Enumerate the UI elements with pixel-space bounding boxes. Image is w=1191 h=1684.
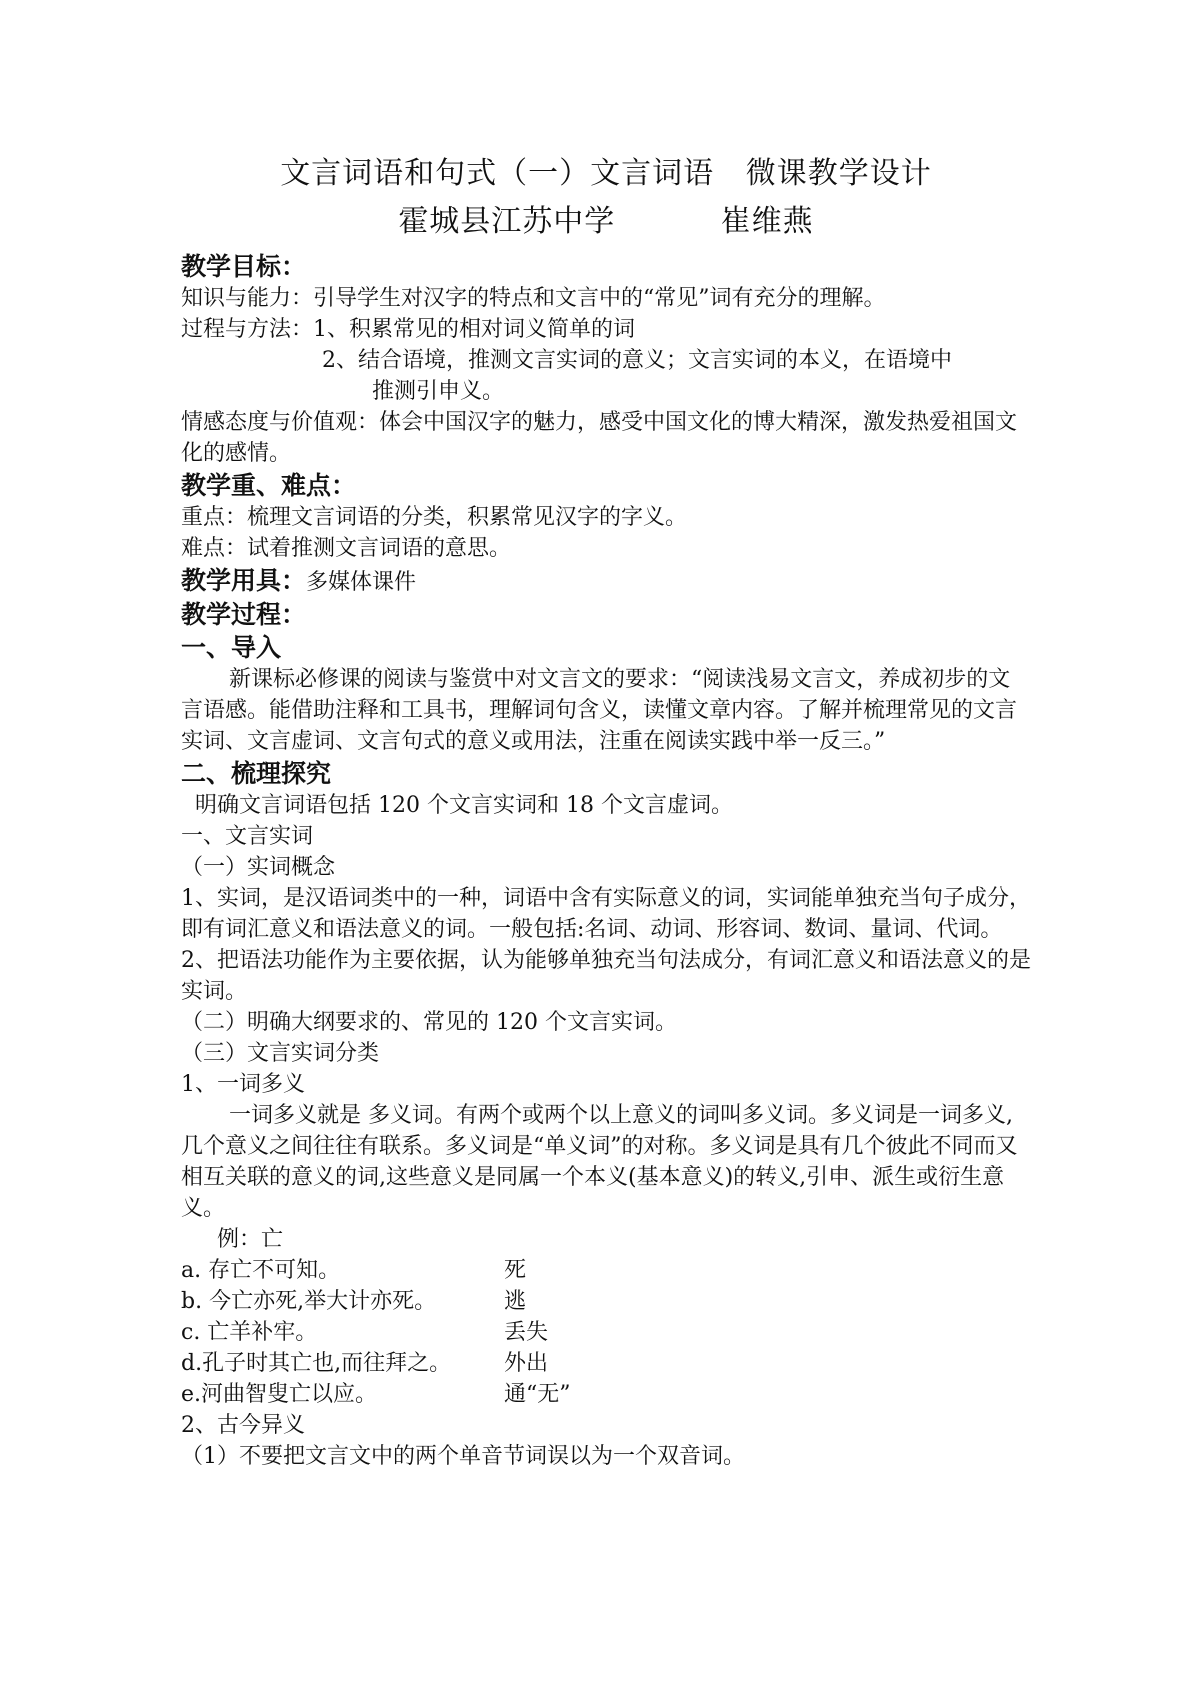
goal-process-2b: 推测引申义。 bbox=[372, 379, 505, 404]
example-sentence: b. 今亡亦死,举大计亦死。 bbox=[181, 1289, 437, 1314]
explore-heading: 二、梳理探究 bbox=[181, 759, 332, 788]
explore-summary: 明确文言词语包括 120 个文言实词和 18 个文言虚词。 bbox=[195, 793, 733, 818]
example-meaning: 死 bbox=[504, 1258, 527, 1283]
goal-process-2: 2、结合语境，推测文言实词的意义；文言实词的本义，在语境中 bbox=[322, 348, 952, 373]
process-heading: 教学过程： bbox=[181, 600, 307, 629]
example-meaning: 丢失 bbox=[504, 1320, 549, 1345]
example-sentence: a. 存亡不可知。 bbox=[181, 1258, 341, 1283]
keypoints-heading: 教学重、难点： bbox=[181, 471, 357, 500]
subsection-concept: （一）实词概念 bbox=[181, 855, 336, 880]
definition-1: 1、实词，是汉语词类中的一种，词语中含有实际意义的词，实词能单独充当句子成分，即有词汇意义和语法意义的词。一般包括:名词、动词、形容词、数词、量词、代词。 bbox=[181, 886, 1031, 942]
intro-text: 新课标必修课的阅读与鉴赏中对文言文的要求：“阅读浅易文言文，养成初步的文言语感。能借助注释和工具书，理解词句含义，读懂文章内容。了解并梳理常见的文言实词、文言虚词、文言句式的意义或用法，注重在阅读实践中举一反三。” bbox=[181, 667, 1018, 754]
tools-heading: 教学用具： bbox=[181, 566, 307, 595]
subsection-classification: （三）文言实词分类 bbox=[181, 1041, 380, 1066]
goal-emotion: 情感态度与价值观：体会中国汉字的魅力，感受中国文化的博大精深，激发热爱祖国文化的感情。 bbox=[181, 410, 1018, 466]
document-body bbox=[181, 150, 1031, 1472]
document-title: 文言词语和句式（一）文言词语 微课教学设计 bbox=[280, 156, 932, 191]
tools-line bbox=[181, 564, 1031, 598]
example-row bbox=[181, 1255, 1031, 1286]
goal-knowledge: 知识与能力：引导学生对汉字的特点和文言中的“常见”词有充分的理解。 bbox=[181, 286, 886, 311]
definition-2: 2、把语法功能作为主要依据，认为能够单独充当句法成分，有词汇意义和语法意义的是实词。 bbox=[181, 948, 1031, 1004]
polysemy-heading: 1、一词多义 bbox=[181, 1072, 305, 1097]
example-meaning: 逃 bbox=[504, 1289, 527, 1314]
subsection-syllabus: （二）明确大纲要求的、常见的 120 个文言实词。 bbox=[181, 1010, 677, 1035]
example-title: 例：亡 bbox=[217, 1227, 284, 1252]
goals-heading: 教学目标： bbox=[181, 252, 307, 281]
keypoint-difficult: 难点：试着推测文言词语的意思。 bbox=[181, 536, 512, 561]
example-row bbox=[181, 1286, 1031, 1317]
example-sentence: e.河曲智叟亡以应。 bbox=[181, 1382, 378, 1407]
section-content-words: 一、文言实词 bbox=[181, 824, 314, 849]
polysemy-text: 一词多义就是 多义词。有两个或两个以上意义的词叫多义词。多义词是一词多义,几个意义之间往往有联系。多义词是“单义词”的对称。多义词是具有几个彼此不同而又相互关联的意义的词,这些意义是同属一个本义(基本意义)的转义,引申、派生或衍生意义。 bbox=[181, 1103, 1018, 1221]
tools-value: 多媒体课件 bbox=[306, 570, 417, 595]
ancient-modern-point-1: （1）不要把文言文中的两个单音节词误以为一个双音词。 bbox=[181, 1444, 745, 1469]
example-row bbox=[181, 1317, 1031, 1348]
example-sentence: c. 亡羊补牢。 bbox=[181, 1320, 318, 1345]
document-author: 霍城县江苏中学 崔维燕 bbox=[398, 204, 814, 239]
example-meaning: 通“无” bbox=[504, 1382, 571, 1407]
intro-heading: 一、导入 bbox=[181, 633, 282, 662]
goal-process-1: 过程与方法：1、积累常见的相对词义简单的词 bbox=[181, 317, 635, 342]
example-row bbox=[181, 1379, 1031, 1410]
keypoint-key: 重点：梳理文言词语的分类，积累常见汉字的字义。 bbox=[181, 505, 688, 530]
example-sentence: d.孔子时其亡也,而往拜之。 bbox=[181, 1351, 452, 1376]
ancient-modern-heading: 2、古今异义 bbox=[181, 1413, 305, 1438]
example-row bbox=[181, 1348, 1031, 1379]
example-meaning: 外出 bbox=[504, 1351, 549, 1376]
